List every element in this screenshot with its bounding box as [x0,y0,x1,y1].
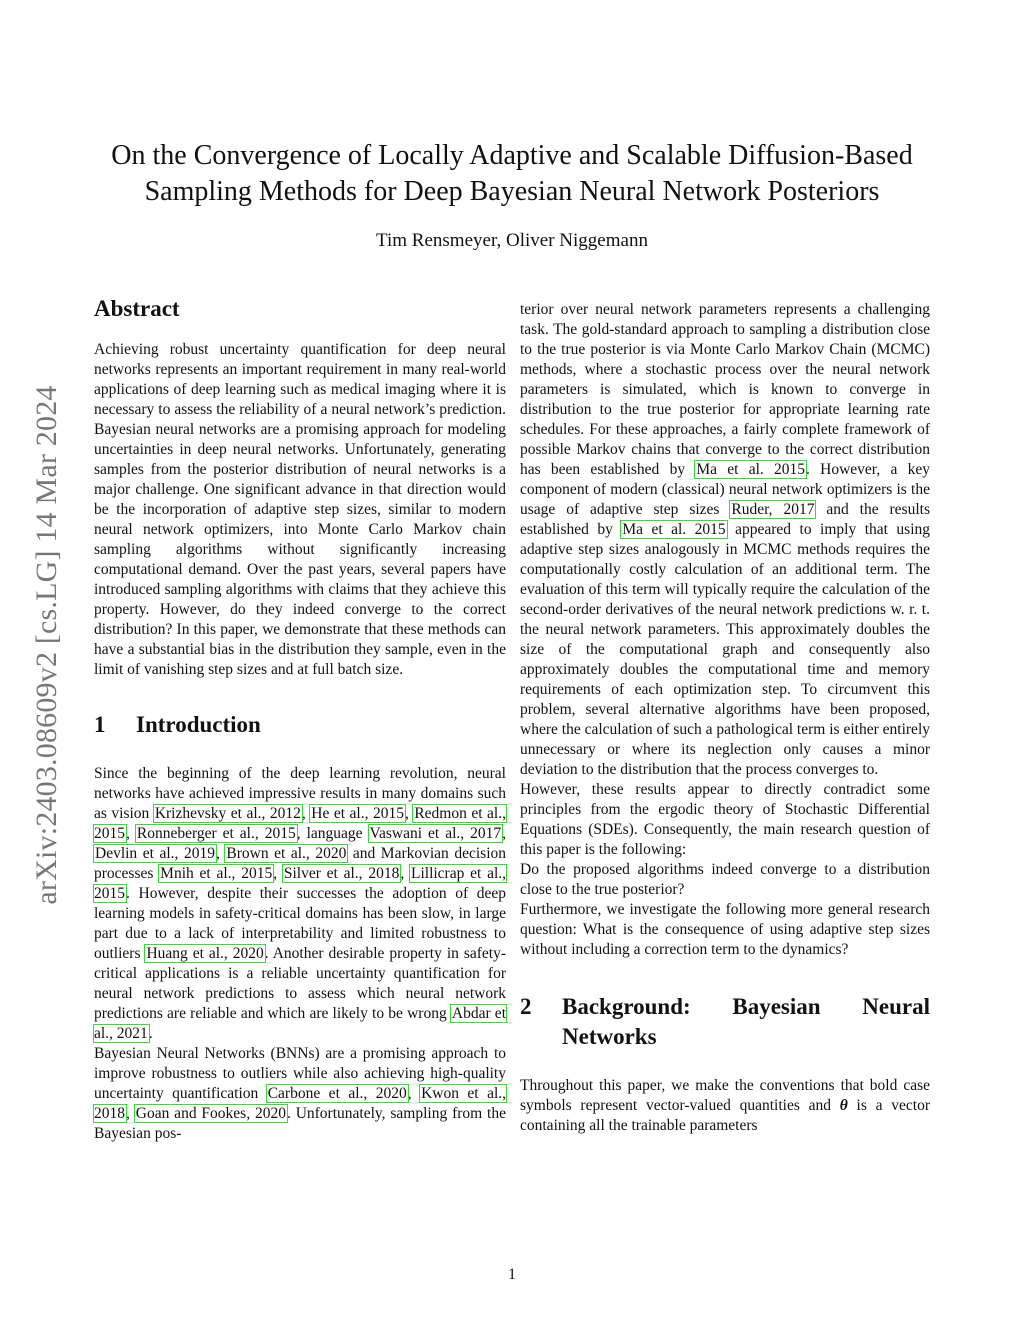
citation-link[interactable]: Abdar et al., 2021 [94,1005,506,1042]
citation-link[interactable]: Ronneberger et al., 2015 [136,825,296,842]
right-column [520,300,930,1136]
background-heading [520,992,930,1052]
research-question: Do the proposed algorithms indeed converge to a distribution close to the true posterior? [520,861,930,898]
right-paragraph-4: Furthermore, we investigate the following more general research question: What is the consequence of using adaptive step sizes without including a correction term to the dynamics? [520,901,930,958]
right-paragraph-1 [520,300,930,780]
citation-link[interactable]: He et al., 2015 [311,805,404,822]
left-column [94,294,506,1144]
right-paragraph-2: However, these results appear to directly contradict some principles from the ergodic theory of Stochastic Differential Equations (SDEs). Consequently, the main research question of this paper is the following: [520,781,930,858]
text-run: , [301,805,311,822]
citation-link[interactable]: Ruder, 2017 [731,501,815,518]
abstract-text: Achieving robust uncertainty quantification for deep neural networks represents an important requirement in many real-world applications of deep learning such as medical imaging where it is necessary to assess the reliability of a neural network’s prediction. Bayesian neural networks are a promising approach for modeling uncertainties in deep neural networks. Unfortunately, generating samples from the posterior distribution of neural networks is a major challenge. One significant advance in that direction would be the incorporation of adaptive step sizes, similar to modern neural network optimizers, into Monte Carlo Markov chain sampling algorithms without significantly increasing computational demand. Over the past years, several papers have introduced sampling algorithms with claims that they achieve this property. However, do they indeed converge to the correct distribution? In this paper, we demonstrate that these methods can have a substantial bias in the distribution they sample, even in the limit of vanishing step sizes and at full batch size. [94,341,506,678]
arxiv-identifier-sidebar [28,345,66,945]
text-run: . However, despite their successes the adoption of deep learning models in safety-critical domains has been slow, in large part due to a lack of interpretability and limited robustness to outliers [94,885,506,962]
text-run: , [404,805,414,822]
paper-title [80,138,944,210]
section-title-line-2: Networks [562,1024,657,1049]
citation-link[interactable]: Vaswani et al., 2017 [369,825,502,842]
citation-link[interactable]: Lillicrap et al., 2015 [94,865,507,902]
title-line-2: Sampling Methods for Deep Bayesian Neural Network Posteriors [144,176,880,207]
section-number: 2 [520,994,532,1019]
text-run: , [215,845,226,862]
citation-link[interactable]: Silver et al., 2018 [283,865,400,882]
text-run: , [126,825,136,842]
citation-link[interactable]: Mnih et al., 2015 [160,865,273,882]
text-run: , [126,1105,135,1122]
text-run: . [148,1025,153,1042]
citation-link[interactable]: Goan and Fookes, 2020 [135,1105,286,1122]
citation-link[interactable]: Ma et al. 2015 [696,461,806,478]
citation-link[interactable]: Redmon et al., 2015 [94,805,506,842]
text-run: . Another desirable property in safety-critical applications is a reliable uncertainty quantification for neural network predictions to assess which neural network predictions are reliable and which are likely to be wrong [94,945,506,1022]
text-run: , language [296,825,369,842]
citation-link[interactable]: Carbone et al., 2020 [267,1085,407,1102]
intro-paragraph-2 [94,1044,506,1144]
text-run: , [407,1085,421,1102]
text-run: and the results established by [520,501,930,538]
text-run: is a vector containing all the trainable parameters [520,1097,930,1134]
text-run: appeared to imply that using adaptive step sizes analogously in MCMC methods requires the computationally costly calculation of an additional term. The evaluation of this term will typically require the calculation of the second-order derivatives of the neural network predictions w. r. t. the neural network parameters. This approximately doubles the size of the computational graph and consequently also approximately doubles the computational time and memory requirements of each optimization step. To circumvent this problem, several alternative algorithms have been proposed, where the calculation of such a pathological term is either entirely unnecessary or where its neglection only causes a minor deviation to the distribution that the process converges to. [520,521,930,778]
theta-symbol: θ [839,1097,848,1114]
text-run: Throughout this paper, we make the conventions that bold case symbols represent vector-valued quantities and [520,1077,930,1114]
citation-link[interactable]: Kwon et al., 2018 [94,1085,507,1122]
title-line-1: On the Convergence of Locally Adaptive and Scalable Diffusion-Based [111,140,913,171]
section-title [562,992,930,1052]
introduction-heading [94,710,506,740]
citation-link[interactable]: Devlin et al., 2019 [95,845,215,862]
page-number: 1 [508,1266,516,1283]
citation-link[interactable]: Huang et al., 2020 [146,945,264,962]
text-run: . Unfortunately, sampling from the Bayesian pos- [94,1105,506,1142]
intro-paragraph-1 [94,764,506,1044]
title-word: Bayesian [732,994,821,1019]
section-number: 1 [94,712,106,737]
text-run: terior over neural network parameters represents a challenging task. The gold-standard approach to sampling a distribution close to the true posterior is via Monte Carlo Markov Chain (MCMC) methods, where a stochastic process over the neural network parameters is simulated, which is known to converge in distribution to the true posterior for appropriate learning rate schedules. For these approaches, a fairly complete framework of possible Markov chains that converge to the correct distribution has been established by [520,301,930,478]
background-paragraph-1 [520,1076,930,1136]
text-run: , [502,825,507,842]
text-run: . However, a key component of modern (classical) neural network optimizers is the usage of adaptive step sizes [520,461,930,518]
title-word: Neural [862,994,930,1019]
text-run: , [273,865,283,882]
abstract-heading: Abstract [94,296,180,321]
text-run: Since the beginning of the deep learning revolution, neural networks have achieved impressive results in many domains such as vision [94,765,506,822]
section-title-line-1 [562,992,930,1022]
citation-link[interactable]: Brown et al., 2020 [226,845,347,862]
text-run: , [400,865,410,882]
text-run: and Markovian decision processes [94,845,507,882]
citation-link[interactable]: Ma et al. 2015 [622,521,726,538]
citation-link[interactable]: Krizhevsky et al., 2012 [154,805,301,822]
section-title: Introduction [136,712,261,737]
author-list: Tim Rensmeyer, Oliver Niggemann [376,230,648,251]
text-run: Bayesian Neural Networks (BNNs) are a promising approach to improve robustness to outliers while also achieving high-quality uncertainty quantification [94,1045,506,1102]
title-word: Background: [562,994,691,1019]
arxiv-identifier: arXiv:2403.08609v2 [cs.LG] 14 Mar 2024 [30,385,63,905]
